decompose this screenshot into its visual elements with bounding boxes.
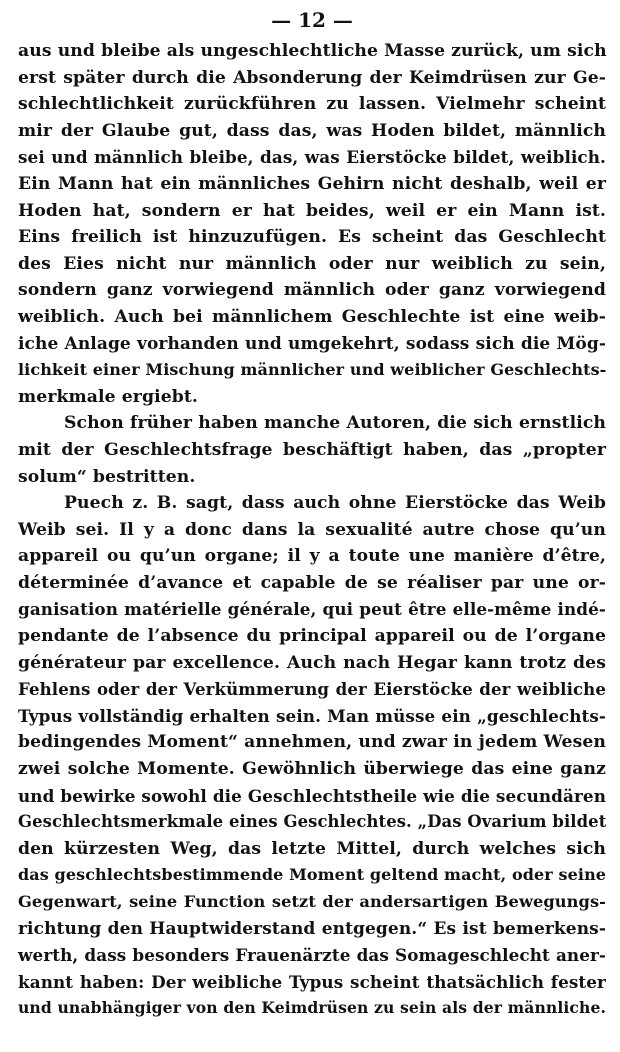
text-line: schlechtlichkeit zurückführen zu lassen. Vielmehr scheint (18, 94, 606, 115)
text-line: richtung den Hauptwiderstand entgegen.“ Es ist bemerkens- (18, 918, 606, 939)
text-line: Puech z. B. sagt, dass auch ohne Eierstöcke das Weib (64, 493, 606, 514)
text-line: déterminée d’avance et capable de se réaliser par une or- (18, 572, 606, 593)
text-line: solum“ bestritten. (18, 466, 196, 487)
text-line: Eins freilich ist hinzuzufügen. Es scheint das Geschlecht (18, 227, 606, 248)
text-line: und bewirke sowohl die Geschlechtstheile wie die secundären (18, 785, 606, 806)
text-line: kannt haben: Der weibliche Typus scheint thatsächlich fester (18, 971, 606, 992)
text-line: ganisation matérielle générale, qui peut être elle-même indé- (18, 599, 606, 620)
text-line: appareil ou qu’un organe; il y a toute une manière d’être, (18, 546, 606, 567)
text-line: Schon früher haben manche Autoren, die sich ernstlich (64, 413, 606, 434)
text-line: bedingendes Moment“ annehmen, und zwar in jedem Wesen (18, 732, 606, 753)
paragraph-3 (18, 490, 606, 1022)
text-line: mit der Geschlechtsfrage beschäftigt haben, das „propter (18, 439, 606, 460)
text-line: das geschlechtsbestimmende Moment geltend macht, oder seine (18, 865, 607, 885)
text-line: lichkeit einer Mischung männlicher und weiblicher Geschlechts- (18, 360, 607, 380)
text-line: den kürzesten Weg, das letzte Mittel, durch welches sich (18, 838, 606, 859)
body-text (18, 38, 606, 1022)
text-line: Typus vollständig erhalten sein. Man müsse ein „geschlechts- (18, 705, 606, 726)
paragraph-2 (18, 410, 606, 490)
page-number: — 12 — (271, 8, 353, 32)
text-line: aus und bleibe als ungeschlechtliche Masse zurück, um sich (18, 41, 607, 61)
text-line: des Eies nicht nur männlich oder nur weiblich zu sein, (18, 253, 606, 274)
text-line: Weib sei. Il y a donc dans la sexualité autre chose qu’un (18, 519, 606, 540)
text-line: Ein Mann hat ein männliches Gehirn nicht deshalb, weil er (18, 173, 606, 194)
text-line: sei und männlich bleibe, das, was Eierstöcke bildet, weiblich. (18, 147, 606, 168)
text-line: zwei solche Momente. Gewöhnlich überwiege das eine ganz (18, 759, 606, 780)
text-line: mir der Glaube gut, dass das, was Hoden bildet, männlich (18, 120, 606, 141)
text-line: erst später durch die Absonderung der Keimdrüsen zur Ge- (18, 67, 606, 88)
text-line: Geschlechtsmerkmale eines Geschlechtes. „Das Ovarium bildet (18, 812, 607, 832)
text-line: générateur par excellence. Auch nach Hegar kann trotz des (18, 652, 606, 673)
text-line: weiblich. Auch bei männlichem Geschlechte ist eine weib- (18, 306, 606, 327)
text-line: pendante de l’absence du principal appareil ou de l’organe (18, 626, 606, 647)
text-line: Hoden hat, sondern er hat beides, weil er ein Mann ist. (18, 200, 606, 221)
text-line: merkmale ergiebt. (18, 386, 198, 407)
text-line: sondern ganz vorwiegend männlich oder ganz vorwiegend (18, 280, 606, 301)
text-line: werth, dass besonders Frauenärzte das Somageschlecht aner- (18, 945, 606, 966)
text-line: Gegenwart, seine Function setzt der andersartigen Bewegungs- (18, 892, 606, 911)
paragraph-1 (18, 38, 606, 410)
text-line: Fehlens oder der Verkümmerung der Eierstöcke der weibliche (18, 679, 606, 700)
text-line: iche Anlage vorhanden und umgekehrt, sodass sich die Mög- (18, 333, 606, 354)
text-line: und unabhängiger von den Keimdrüsen zu sein als der männliche. (18, 998, 606, 1018)
